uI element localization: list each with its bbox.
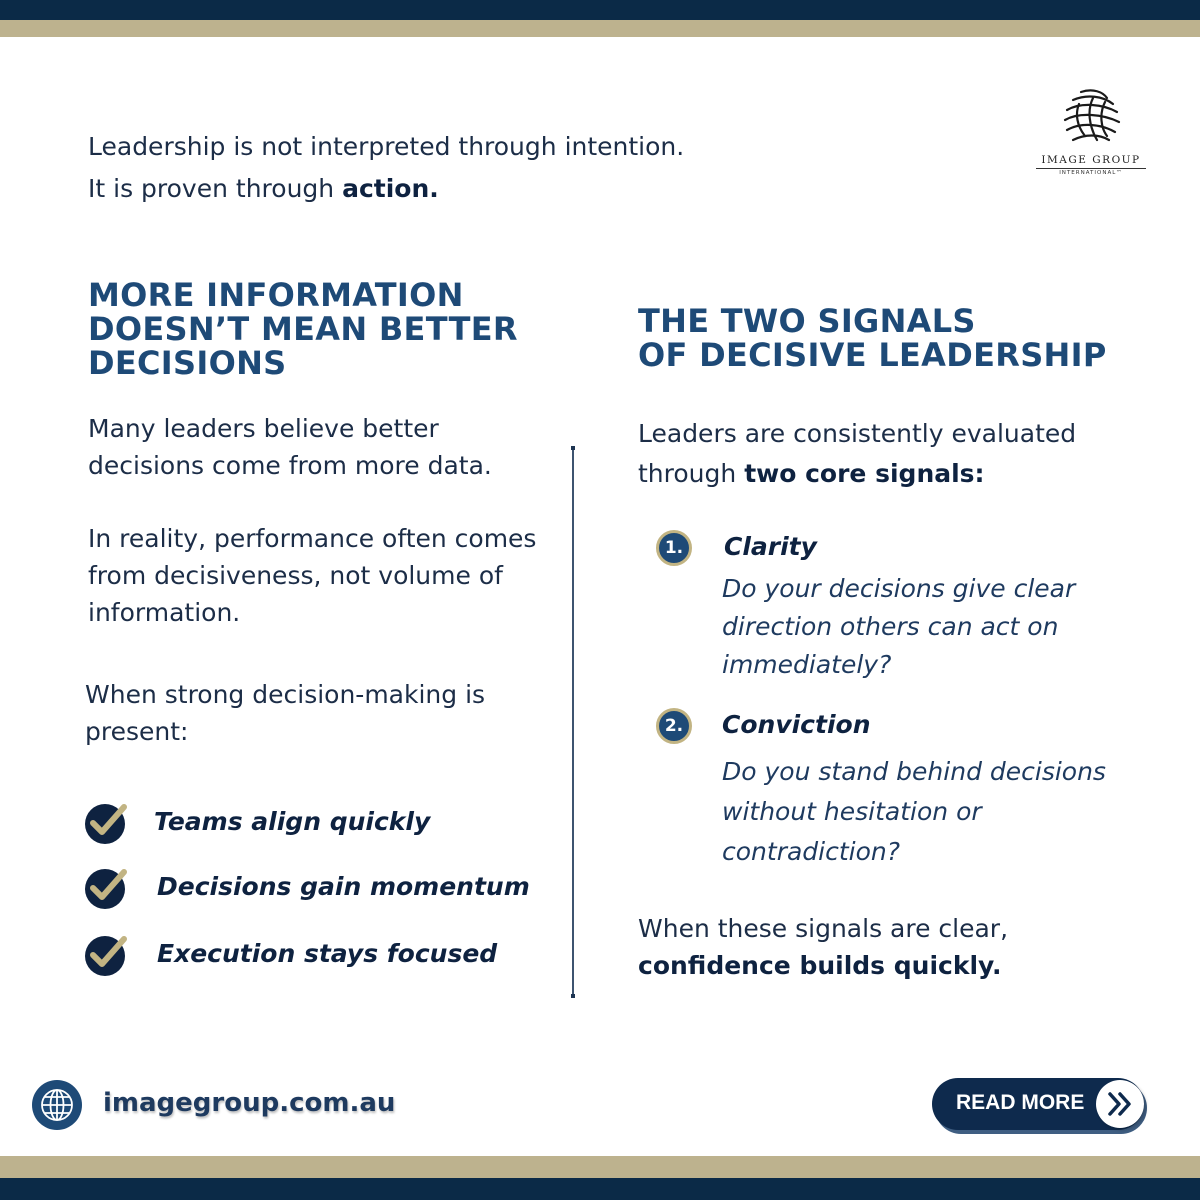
- checklist-item: [84, 801, 554, 845]
- check-circle-icon: [84, 801, 128, 845]
- signal-description: Do your decisions give clear direction others can act on immediately?: [722, 574, 1076, 679]
- checklist-item-label: Teams align quickly: [154, 807, 431, 836]
- check-circle-icon: [84, 866, 128, 910]
- right-heading-line-2: OF DECISIVE LEADERSHIP: [638, 336, 1107, 374]
- number-badge: 2.: [656, 708, 692, 744]
- intro-line-2-bold: action.: [342, 174, 439, 203]
- globe-icon: [32, 1080, 82, 1130]
- website-link[interactable]: imagegroup.com.au: [103, 1088, 396, 1118]
- checklist-item: [84, 866, 554, 910]
- bottom-gold-band: [0, 1156, 1200, 1178]
- intro-line-2-prefix: It is proven through: [88, 174, 343, 203]
- checklist-item: [84, 933, 554, 977]
- read-more-arrow-circle: [1096, 1080, 1144, 1128]
- right-closing-line-2: [638, 947, 1118, 984]
- checklist-item-label: Execution stays focused: [157, 939, 498, 968]
- top-navy-band: [0, 0, 1200, 20]
- read-more-button[interactable]: [932, 1078, 1144, 1130]
- right-intro-prefix: Leaders are consistently evaluated through: [638, 419, 1077, 488]
- checklist-item-label: Decisions gain momentum: [157, 872, 530, 901]
- top-gold-band: [0, 20, 1200, 37]
- signal-description: Do you stand behind decisions without hesitation or contradiction?: [722, 757, 1106, 866]
- left-paragraph-2: In reality, performance often comes from decisiveness, not volume of information.: [88, 524, 537, 627]
- brand-subtitle: INTERNATIONAL™: [1036, 168, 1146, 176]
- right-closing-bold: confidence builds quickly.: [638, 951, 1002, 980]
- bottom-navy-band: [0, 1178, 1200, 1200]
- number-badge: 1.: [656, 530, 692, 566]
- signal-title: Conviction: [722, 710, 871, 739]
- column-divider: [572, 446, 574, 998]
- left-paragraph-3: When strong decision-making is present:: [85, 680, 486, 746]
- right-intro: [638, 414, 1118, 494]
- brand-name: IMAGE GROUP: [1041, 154, 1141, 166]
- double-chevron-right-icon: [1105, 1090, 1135, 1118]
- right-closing: [638, 910, 1118, 984]
- left-heading: MORE INFORMATION DOESN’T MEAN BETTER DECISIONS: [88, 276, 518, 382]
- brand-logo-mark-icon: [1059, 86, 1123, 150]
- right-heading-line-1: THE TWO SIGNALS: [638, 302, 976, 340]
- check-circle-icon: [84, 933, 128, 977]
- signal-title: Clarity: [724, 532, 817, 561]
- right-heading: [638, 304, 1138, 372]
- read-more-label: READ MORE: [956, 1091, 1085, 1114]
- left-paragraph-1: Many leaders believe better decisions come from more data.: [88, 414, 492, 480]
- right-intro-bold: two core signals:: [744, 459, 985, 488]
- intro-line-2: [88, 168, 684, 210]
- intro-statement: [88, 126, 684, 210]
- right-closing-line-1: When these signals are clear,: [638, 914, 1009, 943]
- brand-logo: [1036, 86, 1146, 178]
- intro-line-1: Leadership is not interpreted through intention.: [88, 132, 685, 161]
